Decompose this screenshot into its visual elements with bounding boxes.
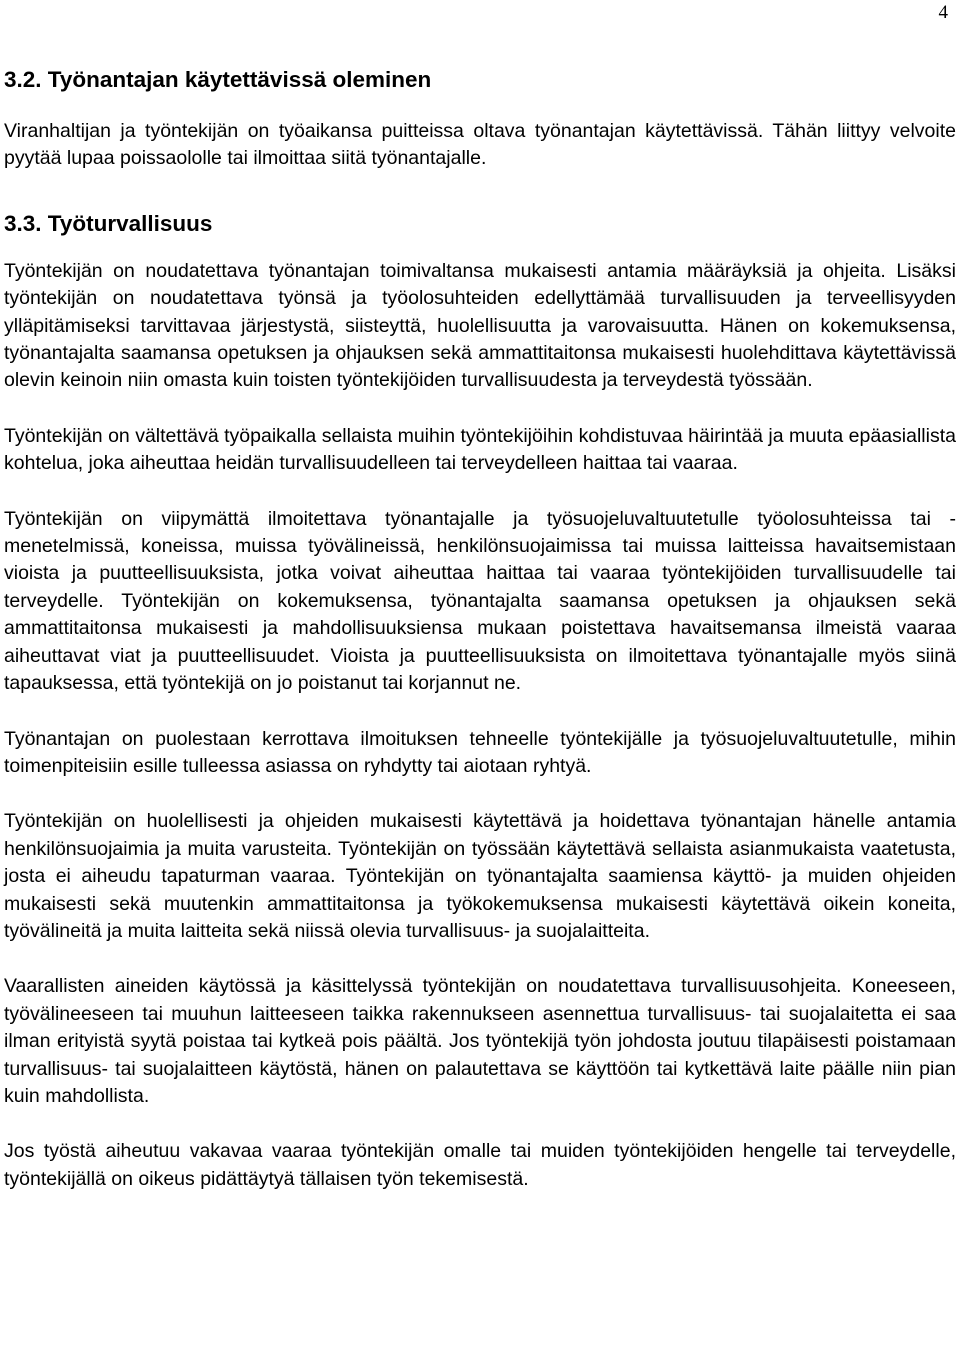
page-number: 4 (938, 2, 948, 23)
paragraph: Työntekijän on viipymättä ilmoitettava työnantajalle ja työsuojeluvaltuutetulle työolosuhteissa tai -menetelmissä, koneissa, muissa työvälineissä, henkilönsuojaimissa tai muissa laitteissa havaitsemistaan vioista ja puutteellisuuksista, jotka voivat aiheuttaa haittaa tai vaaraa työntekijöiden turvallisuudelle tai terveydelle. Työntekijän on kokemuksensa, työnantajalta saamansa opetuksen ja ohjauksen sekä ammattitaitonsa mukaisesti ja mahdollisuuksiensa mukaan poistettava havaitsemansa ilmeistä vaaraa aiheuttavat viat ja puutteellisuudet. Vioista ja puutteellisuuksista on ilmoitettava työnantajalle myös siinä tapauksessa, että työntekijä on jo poistanut tai korjannut ne. (4, 507, 956, 695)
paragraph: Työnantajan on puolestaan kerrottava ilmoituksen tehneelle työntekijälle ja työsuojeluvaltuutetulle, mihin toimenpiteisiin esille tulleessa asiassa on ryhdytty tai aiotaan ryhtyä. (4, 727, 956, 777)
paragraph: Työntekijän on noudatettava työnantajan toimivaltansa mukaisesti antamia määräyksiä ja ohjeita. Lisäksi työntekijän on noudatettava työnsä ja työolosuhteiden edellyttämää turvallisuuden ja terveellisyyden ylläpitämiseksi tarvittavaa järjestystä, siisteyttä, huolellisuutta ja varovaisuutta. Hänen on kokemuksensa, työnantajalta saamansa opetuksen ja ohjauksen sekä ammattitaitonsa mukaisesti huolehdittava käytettävissä olevin keinoin niin omasta kuin toisten työntekijöiden turvallisuudesta ja terveydestä työssään. (4, 259, 956, 392)
paragraph: Jos työstä aiheutuu vakavaa vaaraa työntekijän omalle tai muiden työntekijöiden hengelle tai terveydelle, työntekijällä on oikeus pidättäytyä tällaisen työn tekemisestä. (4, 1140, 956, 1190)
paragraph: Vaarallisten aineiden käytössä ja käsittelyssä työntekijän on noudatettava turvallisuusohjeita. Koneeseen, työvälineeseen tai muuhun laitteeseen taikka rakennukseen asennettua turvallisuus- tai suojalaitetta ei saa ilman erityistä syytä poistaa tai kytkeä pois päältä. Jos työntekijä työn johdosta joutuu tilapäisesti poistamaan turvallisuus- tai suojalaitteen käytöstä, hänen on palautettava se käyttöön tai kytkettävä laite päälle niin pian kuin mahdollista. (4, 975, 956, 1107)
paragraph: Työntekijän on vältettävä työpaikalla sellaista muihin työntekijöihin kohdistuvaa häirintää ja muuta epäasiallista kohtelua, joka aiheuttaa heidän turvallisuudelleen tai terveydelleen haittaa tai vaaraa. (4, 424, 956, 475)
document-body (4, 66, 956, 1193)
paragraph: Viranhaltijan ja työntekijän on työaikansa puitteissa oltava työnantajan käytettävissä. Tähän liittyy velvoite pyytää lupaa poissaololle tai ilmoittaa siitä työnantajalle. (4, 120, 956, 170)
paragraph: Työntekijän on huolellisesti ja ohjeiden mukaisesti käytettävä ja hoidettava työnantajan hänelle antamia henkilönsuojaimia ja muita varusteita. Työntekijän on työssään käytettävä sellaista asianmukaista vaatetusta, josta ei aiheudu tapaturman vaaraa. Työntekijän on työnantajalta saamiensa käyttö- ja muiden ohjeiden mukaisesti sekä muutenkin ammattitaitonsa ja työkokemuksensa mukaisesti käytettävä oikein koneita, työvälineitä ja muita laitteita sekä niissä olevia turvallisuus- ja suojalaitteita. (4, 810, 956, 942)
section-heading-3-3: 3.3. Työturvallisuus (4, 210, 213, 236)
section-heading-3-2: 3.2. Työnantajan käytettävissä oleminen (4, 67, 432, 92)
